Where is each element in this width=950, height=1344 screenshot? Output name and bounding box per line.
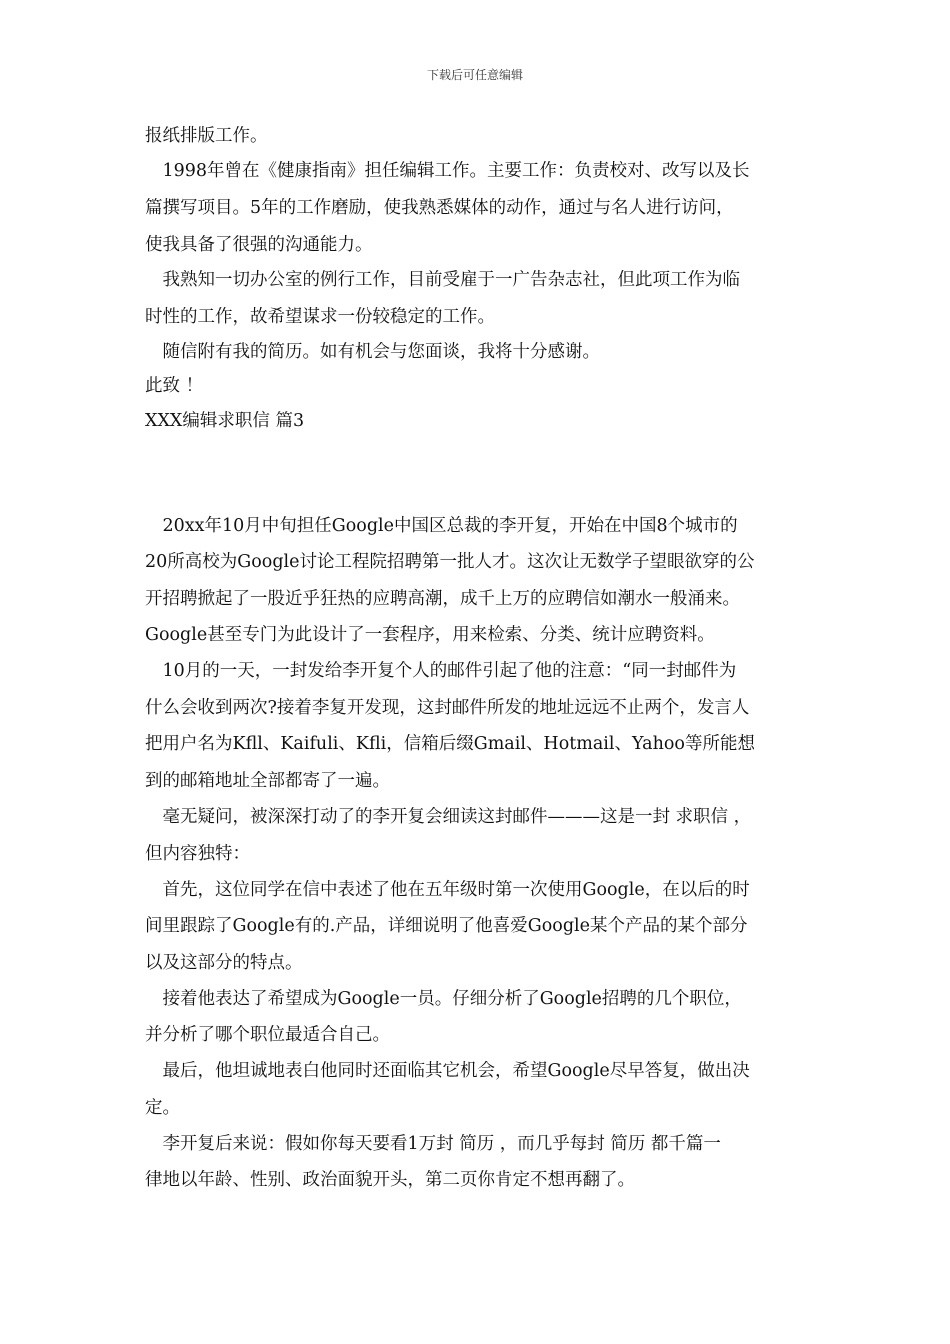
text-line: 开招聘掀起了一股近乎狂热的应聘高潮，成千上万的应聘信如潮水一般涌来。 [145,589,740,609]
text-line: 以及这部分的特点。 [145,953,303,973]
section-title: XXX编辑求职信 篇3 [145,411,305,431]
text-line: 首先，这位同学在信中表述了他在五年级时第一次使用Google，在以后的时 [145,880,750,900]
text-line: 间里跟踪了Google有的.产品，详细说明了他喜爱Google某个产品的某个部分 [145,916,748,936]
closing-line: 此致 ！ [145,376,204,396]
text-line: 时性的工作，故希望谋求一份较稳定的工作。 [145,307,495,327]
text-line: 并分析了哪个职位最适合自己。 [145,1025,390,1045]
text-line: 20所高校为Google讨论工程院招聘第一批人才。这次让无数学子望眼欲穿的公 [145,552,755,572]
text-line: 到的邮箱地址全部都寄了一遍。 [145,771,390,791]
text-line: 我熟知一切办公室的例行工作，目前受雇于一广告杂志社，但此项工作为临 [145,270,740,290]
text-line: 律地以年龄、性别、政治面貌开头，第二页你肯定不想再翻了。 [145,1170,635,1190]
text-line: 1998年曾在《健康指南》担任编辑工作。主要工作：负责校对、改写以及长 [145,161,750,181]
text-line: 最后，他坦诚地表白他同时还面临其它机会，希望Google尽早答复，做出决 [145,1061,750,1081]
text-line: 把用户名为Kfll、Kaifuli、Kfli，信箱后缀Gmail、Hotmail、Yahoo等所能想 [145,734,755,754]
text-line: 使我具备了很强的沟通能力。 [145,235,373,255]
text-line: 什么会收到两次?接着李复开发现，这封邮件所发的地址远远不止两个，发言人 [145,698,750,718]
text-line: 定。 [145,1098,180,1118]
text-line: 毫无疑问，被深深打动了的李开复会细读这封邮件———这是一封 求职信 ， [145,807,752,827]
text-line: 接着他表达了希望成为Google一员。仔细分析了Google招聘的几个职位， [145,989,742,1009]
text-line: 20xx年10月中旬担任Google中国区总裁的李开复，开始在中国8个城市的 [145,516,738,536]
text-line: 报纸排版工作。 [145,126,268,146]
page-header: 下载后可任意编辑 [426,68,523,82]
text-line: 篇撰写项目。5年的工作磨励，使我熟悉媒体的动作，通过与名人进行访问， [145,198,734,218]
text-line: 李开复后来说：假如你每天要看1万封 简历 ，而几乎每封 简历 都千篇一 [145,1134,721,1154]
text-line: 随信附有我的简历。如有机会与您面谈，我将十分感谢。 [145,342,600,362]
text-line: Google甚至专门为此设计了一套程序，用来检索、分类、统计应聘资料。 [145,625,715,645]
text-line: 10月的一天，一封发给李开复个人的邮件引起了他的注意：“同一封邮件为 [145,661,737,681]
text-line: 但内容独特： [145,844,250,864]
